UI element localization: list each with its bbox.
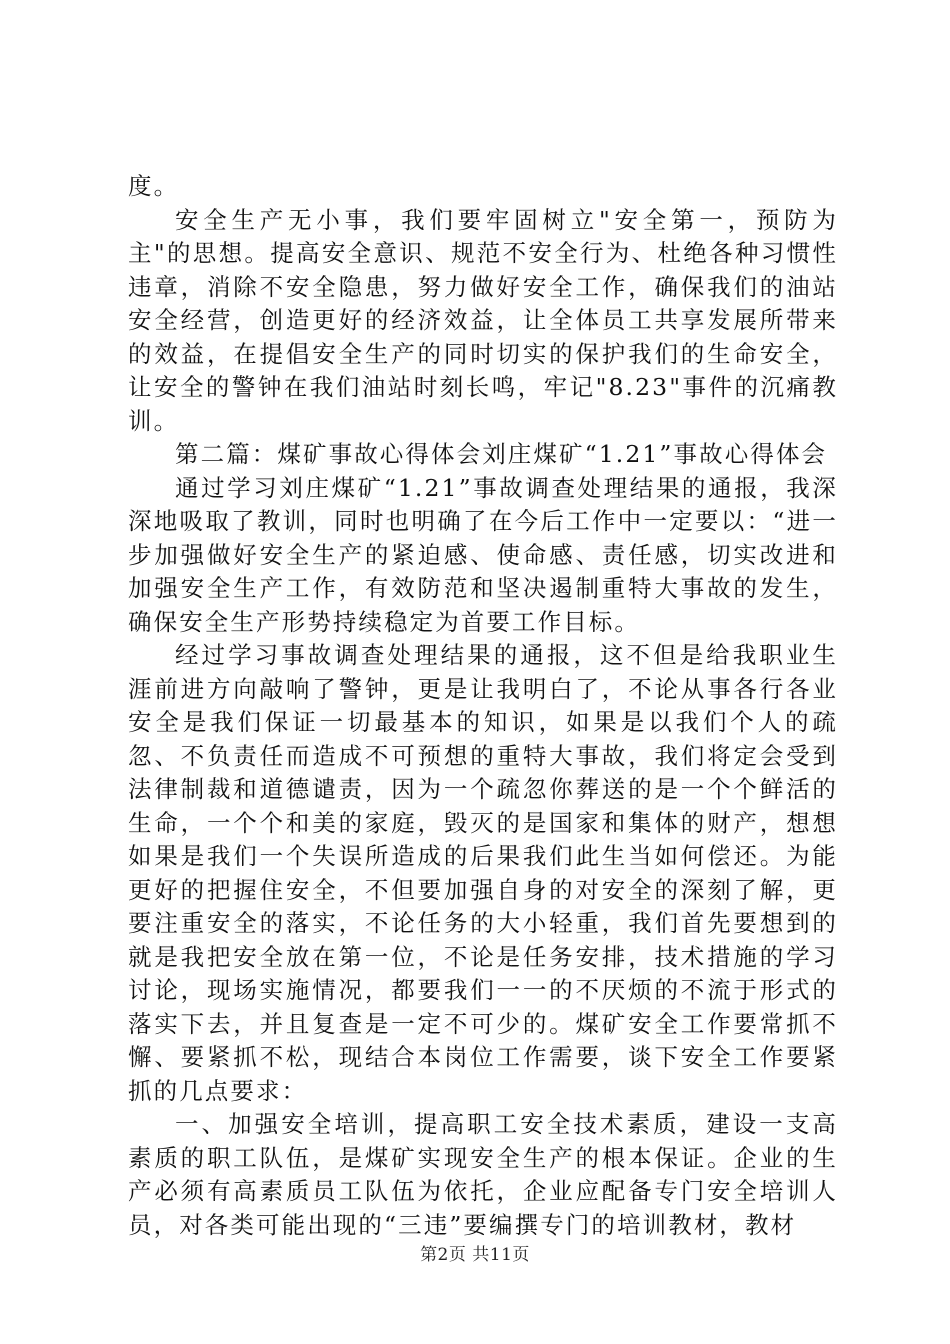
page-number-footer: 第2页 共11页 (420, 1245, 530, 1265)
paragraph-report-lessons: 通过学习刘庄煤矿“1.21”事故调查处理结果的通报，我深深地吸取了教训，同时也明确了在今后工作中一定要以：“进一步加强做好安全生产的紧迫感、使命感、责任感，切实改进和加强安全生产工作，有效防范和坚决遏制重特大事故的发生，确保安全生产形势持续稳定为首要工作目标。 (128, 473, 838, 636)
paragraph-reflection: 经过学习事故调查处理结果的通报，这不但是给我职业生涯前进方向敲响了警钟，更是让我明白了，不论从事各行各业安全是我们保证一切最基本的知识，如果是以我们个人的疏忽、不负责任而造成不可预想的重特大事故，我们将定会受到法律制裁和道德谴责，因为一个疏忽你葬送的是一个个鲜活的生命，一个个和美的家庭，毁灭的是国家和集体的财产，想想如果是我们一个失误所造成的后果我们此生当如何偿还。为能更好的把握住安全，不但要加强自身的对安全的深刻了解，更要注重安全的落实，不论任务的大小轻重，我们首先要想到的就是我把安全放在第一位，不论是任务安排，技术措施的学习讨论，现场实施情况，都要我们一一的不厌烦的不流于形式的落实下去，并且复查是一定不可少的。煤矿安全工作要常抓不懈、要紧抓不松，现结合本岗位工作需要，谈下安全工作要紧抓的几点要求： (128, 641, 838, 1105)
paragraph-safety-first: 安全生产无小事，我们要牢固树立"安全第一，预防为主"的思想。提高安全意识、规范不安全行为、杜绝各种习惯性违章，消除不安全隐患，努力做好安全工作，确保我们的油站安全经营，创造更好的经济效益，让全体员工共享发展所带来的效益，在提倡安全生产的同时切实的保护我们的生命安全，让安全的警钟在我们油站时刻长鸣，牢记"8.23"事件的沉痛教训。 (128, 205, 838, 435)
paragraph-continuation: 度。 (128, 172, 180, 200)
paragraph-point-one: 一、加强安全培训，提高职工安全技术素质，建设一支高素质的职工队伍，是煤矿实现安全生产的根本保证。企业的生产必须有高素质员工队伍为依托，企业应配备专门安全培训人员，对各类可能出现的“三违”要编撰专门的培训教材，教材 (128, 1110, 838, 1239)
section-heading: 第二篇：煤矿事故心得体会刘庄煤矿“1.21”事故心得体会 (175, 440, 828, 468)
document-body (128, 170, 838, 1242)
